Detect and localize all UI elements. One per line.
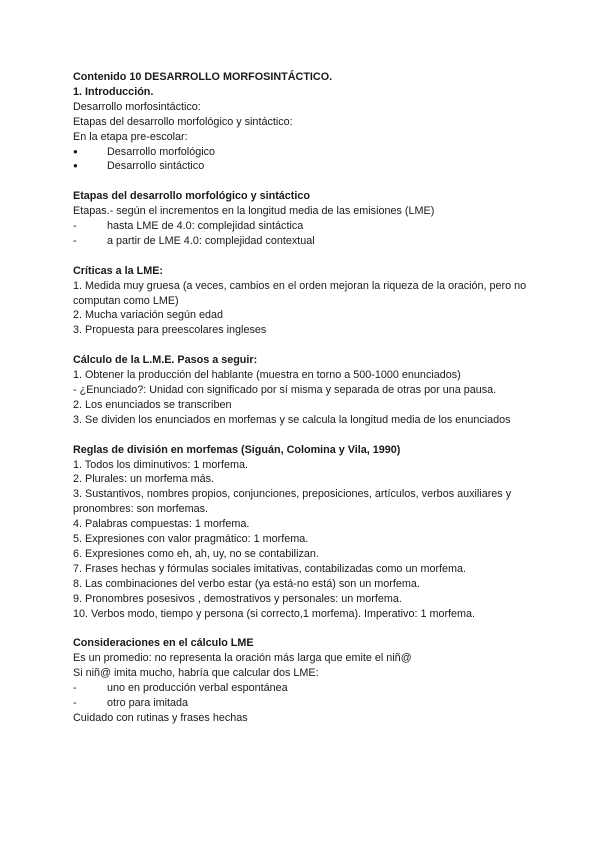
spacer	[73, 338, 533, 353]
calculo-item: 3. Se dividen los enunciados en morfemas y se calcula la longitud media de los enunciados	[73, 413, 511, 426]
dash-marker: -	[73, 234, 77, 247]
dash-marker: -	[73, 696, 77, 709]
etapas-line: Etapas.- según el incrementos en la longitud media de las emisiones (LME)	[73, 205, 435, 218]
bullet-marker: ●	[73, 161, 78, 171]
consideraciones-closing: Cuidado con rutinas y frases hechas	[73, 711, 248, 724]
intro-heading: 1. Introducción.	[73, 85, 154, 98]
dash-marker: -	[73, 220, 77, 233]
document-content	[73, 70, 533, 726]
dash-text: hasta LME de 4.0: complejidad sintáctica	[107, 220, 304, 233]
reglas-item: 1. Todos los diminutivos: 1 morfema.	[73, 458, 249, 471]
consideraciones-heading: Consideraciones en el cálculo LME	[73, 637, 254, 650]
intro-bullet-item	[73, 145, 533, 160]
spacer	[73, 174, 533, 189]
spacer	[73, 621, 533, 636]
dash-marker: -	[73, 682, 77, 695]
dash-text: otro para imitada	[107, 696, 189, 709]
spacer	[73, 428, 533, 443]
document-title: Contenido 10 DESARROLLO MORFOSINTÁCTICO.	[73, 71, 333, 83]
consideraciones-line: Es un promedio: no representa la oración más larga que emite el niñ@	[73, 652, 412, 665]
consideraciones-dash-item	[73, 696, 533, 711]
consideraciones-dash-item	[73, 681, 533, 696]
calculo-item: - ¿Enunciado?: Unidad con significado por sí misma y separada de otras por una pausa.	[73, 383, 497, 396]
etapas-heading: Etapas del desarrollo morfológico y sintáctico	[73, 190, 310, 203]
calculo-item: 2. Los enunciados se transcriben	[73, 398, 232, 411]
reglas-item: 7. Frases hechas y fórmulas sociales imitativas, contabilizadas como un morfema.	[73, 562, 467, 575]
criticas-heading: Críticas a la LME:	[73, 264, 164, 277]
reglas-item: 9. Pronombres posesivos , demostrativos y personales: un morfema.	[73, 592, 402, 605]
dash-text: uno en producción verbal espontánea	[107, 682, 288, 695]
consideraciones-line: Si niñ@ imita mucho, habría que calcular dos LME:	[73, 667, 319, 680]
criticas-item: 2. Mucha variación según edad	[73, 309, 224, 322]
calculo-heading: Cálculo de la L.M.E. Pasos a seguir:	[73, 354, 258, 367]
intro-line: En la etapa pre-escolar:	[73, 130, 188, 143]
spacer	[73, 249, 533, 264]
calculo-item: 1. Obtener la producción del hablante (muestra en torno a 500-1000 enunciados)	[73, 369, 461, 382]
criticas-item: 3. Propuesta para preescolares ingleses	[73, 324, 267, 337]
etapas-dash-item	[73, 234, 533, 249]
intro-line: Etapas del desarrollo morfológico y sintáctico:	[73, 115, 293, 128]
reglas-item: 10. Verbos modo, tiempo y persona (si correcto,1 morfema). Imperativo: 1 morfema.	[73, 607, 476, 620]
reglas-item: 5. Expresiones con valor pragmático: 1 morfema.	[73, 533, 309, 546]
reglas-item: 6. Expresiones como eh, ah, uy, no se contabilizan.	[73, 547, 319, 560]
criticas-item: 1. Medida muy gruesa (a veces, cambios en el orden mejoran la riqueza de la oración, pero no computan como LME)	[73, 279, 527, 307]
reglas-item: 8. Las combinaciones del verbo estar (ya está-no está) son un morfema.	[73, 577, 420, 590]
etapas-dash-item	[73, 219, 533, 234]
intro-line: Desarrollo morfosintáctico:	[73, 100, 201, 113]
bullet-marker: ●	[73, 146, 78, 156]
bullet-text: Desarrollo sintáctico	[107, 160, 205, 173]
reglas-item: 2. Plurales: un morfema más.	[73, 473, 215, 486]
reglas-item: 4. Palabras compuestas: 1 morfema.	[73, 518, 250, 531]
intro-bullet-item	[73, 159, 533, 174]
reglas-heading: Reglas de división en morfemas (Siguán, Colomina y Vila, 1990)	[73, 443, 401, 456]
reglas-item: 3. Sustantivos, nombres propios, conjunciones, preposiciones, artículos, verbos auxiliares y pronombres: son morfemas.	[73, 488, 512, 516]
bullet-text: Desarrollo morfológico	[107, 145, 216, 158]
dash-text: a partir de LME 4.0: complejidad contextual	[107, 234, 315, 247]
